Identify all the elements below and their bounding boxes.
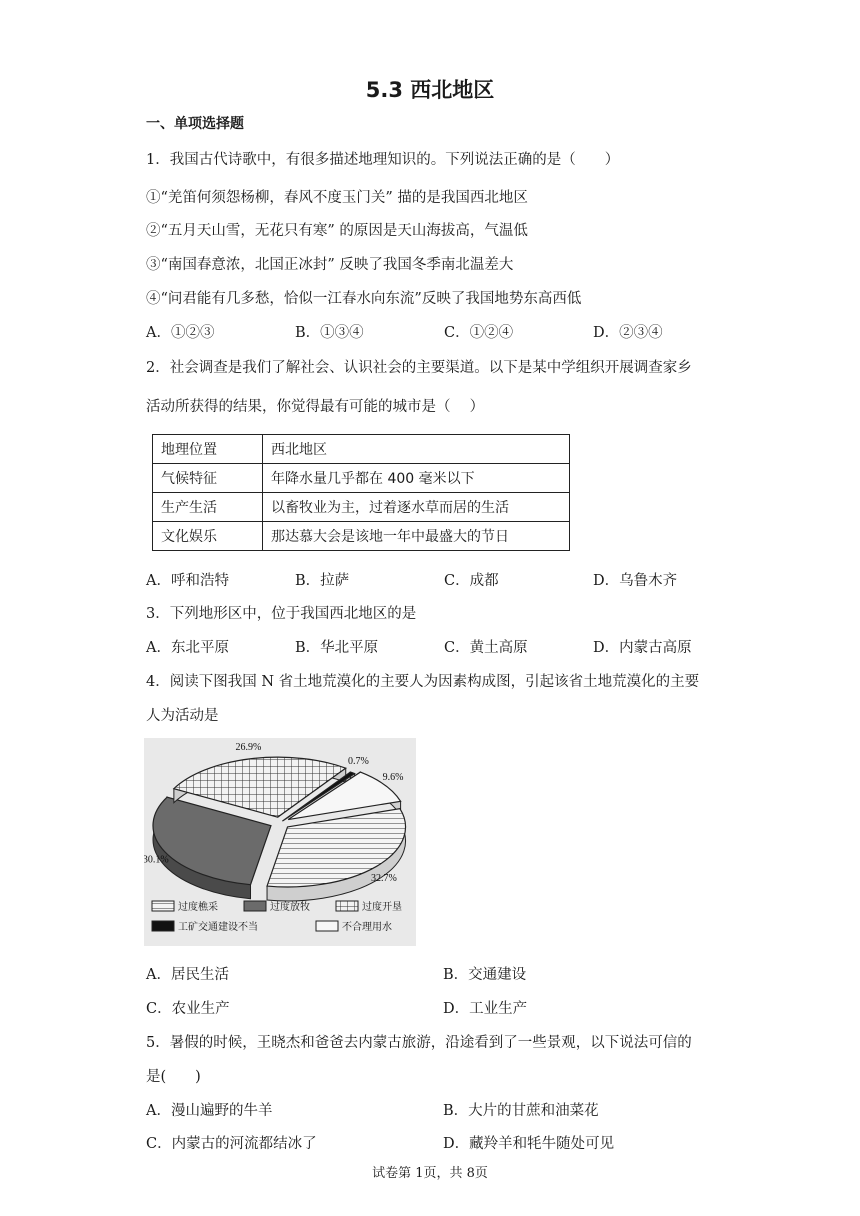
q4-stem-cont: 人为活动是 [146, 708, 219, 724]
q4-option-a: A．居民生活 [146, 967, 229, 983]
legend-label: 过度开垦 [362, 902, 402, 913]
pie-slice-label: 32.7% [371, 872, 397, 884]
q3-option-d: D．内蒙古高原 [593, 640, 692, 656]
section-heading: 一、单项选择题 [146, 116, 244, 132]
q2-option-d: D．乌鲁木齐 [593, 573, 678, 589]
pie-slice-label: 30.1% [144, 854, 169, 866]
q1-option-a: A．①②③ [146, 325, 215, 341]
table-row [153, 435, 570, 464]
pie-slice-label: 9.6% [382, 771, 404, 783]
legend-label: 不合理用水 [342, 922, 392, 933]
q4-option-d: D．工业生产 [443, 1001, 528, 1017]
table-key: 地理位置 [153, 435, 263, 464]
legend-label: 过度樵采 [178, 902, 218, 913]
q5-option-b: B．大片的甘蔗和油菜花 [443, 1103, 599, 1119]
legend-label: 过度放牧 [270, 902, 310, 913]
survey-table [152, 434, 570, 551]
legend-swatch [152, 921, 174, 931]
table-value: 以畜牧业为主，过着逐水草而居的生活 [263, 493, 570, 522]
page-footer: 试卷第 1页，共 8页 [372, 1166, 488, 1181]
table-key: 生产生活 [153, 493, 263, 522]
table-key: 文化娱乐 [153, 522, 263, 551]
q3-stem: 3．下列地形区中，位于我国西北地区的是 [146, 606, 417, 622]
q3-option-a: A．东北平原 [146, 640, 229, 656]
table-row [153, 522, 570, 551]
legend-label: 工矿交通建设不当 [178, 922, 258, 933]
pie-chart-svg [144, 738, 416, 946]
pie-slice-label: 26.9% [235, 742, 262, 753]
q5-option-d: D．藏羚羊和牦牛随处可见 [443, 1136, 615, 1152]
q1-option-c: C．①②④ [444, 325, 514, 341]
q1-statement: ④“问君能有几多愁，恰似一江春水向东流”反映了我国地势东高西低 [146, 291, 582, 307]
table-value: 西北地区 [263, 435, 570, 464]
q1-statement: ②“五月天山雪，无花只有寒” 的原因是天山海拔高，气温低 [146, 223, 528, 239]
q2-stem-cont: 活动所获得的结果，你觉得最有可能的城市是（ ） [146, 399, 485, 415]
q3-option-c: C．黄土高原 [444, 640, 528, 656]
legend-swatch [336, 901, 358, 911]
q5-option-c: C．内蒙古的河流都结冰了 [146, 1136, 317, 1152]
q4-option-c: C．农业生产 [146, 1001, 230, 1017]
q4-option-b: B．交通建设 [443, 967, 527, 983]
q1-stem: 1．我国古代诗歌中，有很多描述地理知识的。下列说法正确的是（ ） [146, 152, 620, 168]
legend-swatch [316, 921, 338, 931]
pie-slice-label: 0.7% [348, 755, 369, 767]
q2-option-a: A．呼和浩特 [146, 573, 229, 589]
table-row [153, 464, 570, 493]
table-value: 年降水量几乎都在 400 毫米以下 [263, 464, 570, 493]
q2-option-c: C．成都 [444, 573, 499, 589]
q3-option-b: B．华北平原 [295, 640, 379, 656]
table-key: 气候特征 [153, 464, 263, 493]
table-value: 那达慕大会是该地一年中最盛大的节日 [263, 522, 570, 551]
q2-option-b: B．拉萨 [295, 573, 350, 589]
legend-swatch [152, 901, 174, 911]
q5-option-a: A．漫山遍野的牛羊 [146, 1103, 273, 1119]
q1-statement: ①“羌笛何须怨杨柳，春风不度玉门关” 描的是我国西北地区 [146, 190, 528, 206]
table-row [153, 493, 570, 522]
q4-stem: 4．阅读下图我国 N 省土地荒漠化的主要人为因素构成图，引起该省土地荒漠化的主要 [146, 674, 700, 690]
pie-chart-figure [144, 738, 416, 946]
page-title: 5.3 西北地区 [365, 78, 495, 102]
q5-stem: 5．暑假的时候，王晓杰和爸爸去内蒙古旅游，沿途看到了一些景观，以下说法可信的 [146, 1035, 692, 1051]
legend-swatch [244, 901, 266, 911]
q2-stem: 2．社会调查是我们了解社会、认识社会的主要渠道。以下是某中学组织开展调查家乡 [146, 360, 692, 376]
q1-statement: ③“南国春意浓，北国正冰封” 反映了我国冬季南北温差大 [146, 257, 514, 273]
q5-stem-cont: 是( ) [146, 1069, 201, 1085]
q1-option-d: D．②③④ [593, 325, 663, 341]
q1-option-b: B．①③④ [295, 325, 364, 341]
